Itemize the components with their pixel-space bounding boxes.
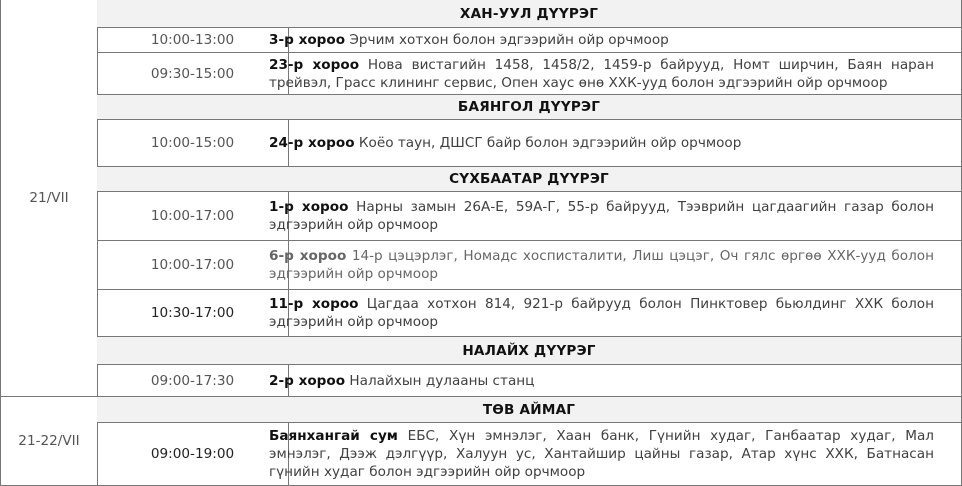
description-cell bbox=[269, 241, 962, 290]
description-cell bbox=[269, 53, 962, 95]
unit-label: 6-р хороо bbox=[269, 248, 347, 264]
places-text: Цагдаа хотхон 814, 921-р байрууд болон Пинктовер бьюлдинг ХХК болон эдгээрийн ойр орчмоор bbox=[269, 296, 934, 330]
description-cell bbox=[269, 28, 962, 53]
date-cell bbox=[0, 0, 98, 397]
description-cell bbox=[269, 423, 962, 486]
district-name: НАЛАЙХ ДҮҮРЭГ bbox=[462, 342, 596, 359]
places-text: Налайхын дулааны станц bbox=[349, 372, 535, 389]
district-name: ХАН-УУЛ ДҮҮРЭГ bbox=[459, 5, 599, 22]
time-label: 10:00-13:00 bbox=[150, 32, 235, 48]
description-cell bbox=[269, 365, 962, 397]
time-label: 09:30-15:00 bbox=[150, 65, 235, 82]
time-label: 10:00-15:00 bbox=[150, 135, 235, 151]
places-text: Нарны замын 26А-Е, 59А-Г, 55-р байрууд, Тээврийн цагдаагийн газар болон эдгээрийн ойр орчмоор bbox=[269, 199, 934, 233]
unit-label: 2-р хороо bbox=[269, 372, 346, 389]
time-label: 09:00-17:30 bbox=[150, 372, 235, 389]
district-header bbox=[97, 397, 962, 423]
time-label: 10:00-17:00 bbox=[150, 208, 235, 224]
district-name: СҮХБААТАР ДҮҮРЭГ bbox=[449, 171, 609, 187]
places-text: Коёо таун, ДШСГ байр болон эдгээрийн ойр орчмоор bbox=[358, 135, 742, 151]
time-label: 10:30-17:00 bbox=[150, 305, 235, 321]
description-cell bbox=[269, 290, 962, 337]
date-cell bbox=[0, 397, 98, 486]
district-header bbox=[97, 0, 962, 28]
description-cell bbox=[269, 192, 962, 241]
district-header bbox=[97, 167, 962, 192]
date-label: 21/VII bbox=[29, 190, 69, 206]
unit-label: 23-р хороо bbox=[269, 56, 360, 73]
date-label: 21-22/VII bbox=[18, 433, 80, 449]
time-cell bbox=[97, 423, 289, 486]
time-cell bbox=[97, 365, 289, 397]
time-cell bbox=[97, 192, 289, 241]
time-cell bbox=[97, 53, 289, 95]
district-header bbox=[97, 337, 962, 365]
time-cell bbox=[97, 28, 289, 53]
unit-label: 1-р хороо bbox=[269, 199, 349, 215]
time-cell bbox=[97, 290, 289, 337]
time-label: 09:00-19:00 bbox=[150, 446, 235, 462]
time-label: 10:00-17:00 bbox=[150, 257, 235, 273]
unit-label: 11-р хороо bbox=[269, 296, 359, 312]
places-text: ЕБС, Хүн эмнэлэг, Хаан банк, Гүнийн худаг, Ганбаатар худаг, Мал эмнэлэг, Дээж дэлгүүр, Халуун ус, Хантайшир цайны газар, Атар хүнс ХХК, Батнасан гүнийн худаг болон эдгээрийн ойр орчмоор bbox=[269, 428, 934, 480]
places-text: Эрчим хотхон болон эдгээрийн ойр орчмоор bbox=[349, 32, 669, 48]
time-cell bbox=[97, 120, 289, 167]
district-header bbox=[97, 95, 962, 120]
places-text: Нова вистагийн 1458, 1458/2, 1459-р байрууд, Номт ширчин, Баян наран трейвэл, Грасс клининг сервис, Опен хаус өнө ХХК-ууд болон эдгээрийн ойр орчмоор bbox=[269, 56, 935, 91]
unit-label: Баянхангай сум bbox=[269, 428, 398, 444]
time-cell bbox=[97, 241, 289, 290]
district-name: БАЯНГОЛ ДҮҮРЭГ bbox=[457, 99, 601, 115]
district-name: ТӨВ АЙМАГ bbox=[482, 401, 576, 418]
unit-label: 3-р хороо bbox=[269, 32, 346, 48]
unit-label: 24-р хороо bbox=[269, 135, 355, 151]
description-cell bbox=[269, 120, 962, 167]
places-text: 14-р цэцэрлэг, Номадс хосписталити, Лиш цэцэг, Оч гялс өргөө ХХК-ууд болон эдгээрийн ойр орчмоор bbox=[269, 248, 934, 282]
